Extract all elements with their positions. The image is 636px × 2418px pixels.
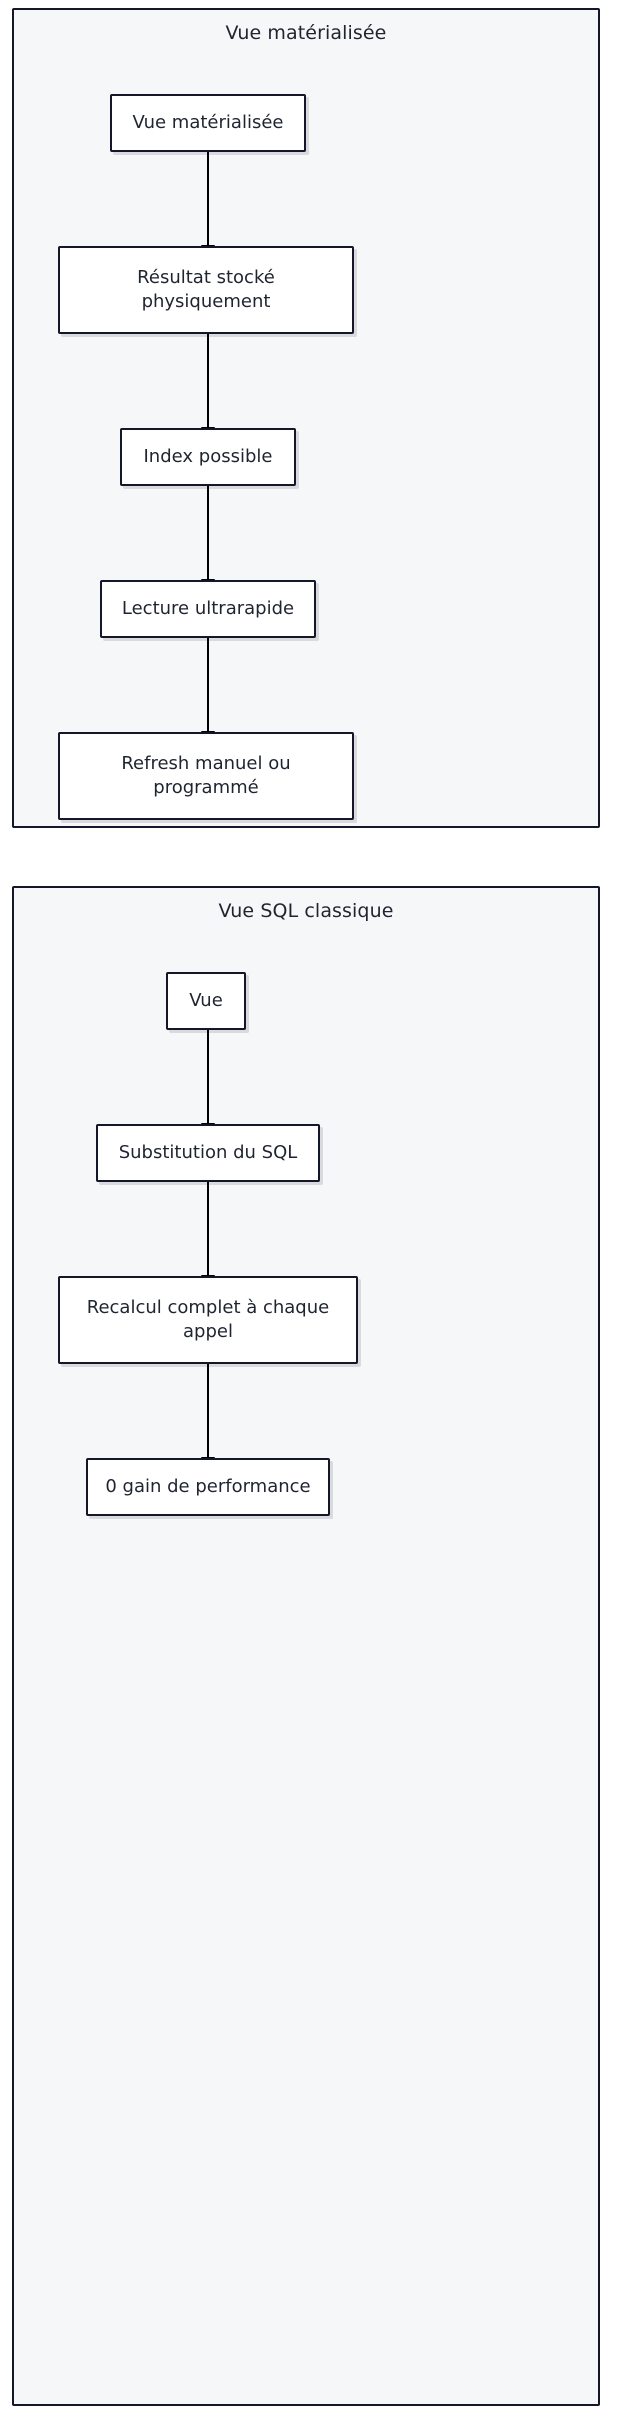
edge-mv3-mv4 [207,486,209,580]
node-resultat-stocke-physiquement[interactable]: Résultat stocké physiquement [58,246,354,334]
node-vue-materialisee[interactable]: Vue matérialisée [110,94,306,152]
cluster-title-classic-sql-view: Vue SQL classique [218,900,394,922]
cluster-title-materialized-view: Vue matérialisée [225,22,387,44]
edge-mv1-mv2 [207,152,209,246]
node-vue[interactable]: Vue [166,972,246,1030]
node-lecture-ultrarapide[interactable]: Lecture ultrarapide [100,580,316,638]
edge-mv2-mv3 [207,334,209,428]
edge-mv4-mv5 [207,638,209,732]
node-substitution-du-sql[interactable]: Substitution du SQL [96,1124,320,1182]
node-refresh-manuel-ou-programme[interactable]: Refresh manuel ou programmé [58,732,354,820]
edge-vs3-vs4 [207,1364,209,1458]
node-recalcul-complet-a-chaque-appel[interactable]: Recalcul complet à chaque appel [58,1276,358,1364]
cluster-materialized-view [12,8,600,828]
cluster-classic-sql-view [12,886,600,2406]
flow-materialized-view [14,48,598,818]
node-index-possible[interactable]: Index possible [120,428,296,486]
edge-vs1-vs2 [207,1030,209,1124]
flow-classic-sql-view [14,926,598,1546]
node-0-gain-de-performance[interactable]: 0 gain de performance [86,1458,330,1516]
edge-vs2-vs3 [207,1182,209,1276]
